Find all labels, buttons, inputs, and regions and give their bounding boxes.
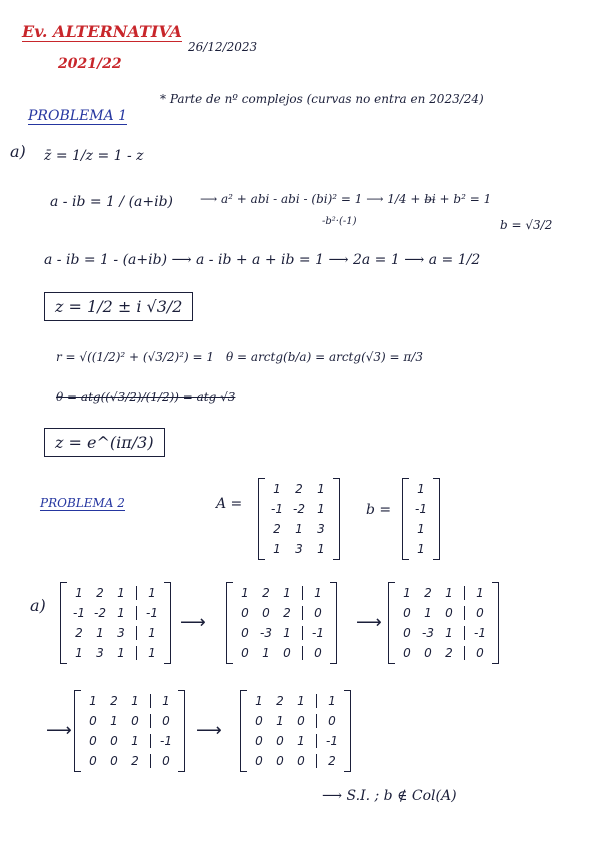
vector-cell: -1 — [415, 502, 427, 516]
augmented-cell: 1 — [476, 586, 484, 600]
matrix-cell: 3 — [117, 626, 125, 640]
equation-argument-crossed: θ = atg((√3/2)/(1/2)) = atg √3 — [56, 390, 236, 404]
augmented-cell: 1 — [148, 626, 156, 640]
augmented-separator — [302, 646, 303, 660]
equation-modulus: r = √((1/2)² + (√3/2)²) = 1 — [56, 350, 215, 364]
matrix-cell: -1 — [73, 606, 85, 620]
matrix-cell: 0 — [89, 754, 97, 768]
problem-2-heading: PROBLEMA 2 — [40, 496, 125, 510]
augmented-separator — [316, 734, 317, 748]
matrix-cell: 1 — [273, 482, 281, 496]
augmented-separator — [464, 646, 465, 660]
augmented-cell: 1 — [148, 646, 156, 660]
matrix-cell: 1 — [445, 626, 453, 640]
vector-b — [402, 478, 440, 560]
augmented-cell: -1 — [312, 626, 324, 640]
matrix-cell: 0 — [403, 626, 411, 640]
augmented-cell: 1 — [314, 586, 322, 600]
augmented-matrix-step-4 — [74, 690, 185, 772]
step-arrow: ⟶ — [46, 720, 72, 741]
augmented-cell: 1 — [162, 694, 170, 708]
augmented-cell: 0 — [162, 754, 170, 768]
matrix-cell: 0 — [262, 606, 270, 620]
equation-b-value: b = √3/2 — [500, 218, 553, 232]
augmented-cell: 0 — [314, 646, 322, 660]
matrix-cell: 1 — [317, 482, 325, 496]
step-arrow: ⟶ — [196, 720, 222, 741]
matrix-cell: 0 — [89, 734, 97, 748]
augmented-separator — [136, 586, 137, 600]
matrix-cell: 0 — [255, 714, 263, 728]
matrix-cell: 1 — [262, 646, 270, 660]
matrix-cell: 0 — [131, 714, 139, 728]
equation-solve-a: a - ib = 1 - (a+ib) ⟶ a - ib + a + ib = 1 ⟶ 2a = 1 ⟶ a = 1/2 — [44, 252, 481, 268]
matrix-cell: 3 — [317, 522, 325, 536]
augmented-separator — [316, 714, 317, 728]
matrix-cell: -2 — [94, 606, 106, 620]
augmented-separator — [464, 586, 465, 600]
augmented-cell: -1 — [146, 606, 158, 620]
matrix-cell: 1 — [295, 522, 303, 536]
augmented-cell: -1 — [474, 626, 486, 640]
academic-year: 2021/22 — [58, 56, 122, 72]
matrix-cell: 0 — [403, 606, 411, 620]
augmented-cell: 0 — [476, 646, 484, 660]
matrix-cell: 1 — [131, 694, 139, 708]
vector-cell: 1 — [417, 542, 425, 556]
augmented-cell: 1 — [148, 586, 156, 600]
matrix-cell: 0 — [241, 606, 249, 620]
matrix-cell: 1 — [317, 542, 325, 556]
matrix-cell: 2 — [276, 694, 284, 708]
matrix-cell: 0 — [424, 646, 432, 660]
matrix-cell: 1 — [297, 694, 305, 708]
equation-argument: θ = arctg(b/a) = arctg(√3) = π/3 — [226, 350, 423, 364]
matrix-cell: 2 — [96, 586, 104, 600]
augmented-separator — [302, 626, 303, 640]
matrix-cell: 2 — [283, 606, 291, 620]
matrix-cell: 1 — [276, 714, 284, 728]
augmented-separator — [150, 754, 151, 768]
matrix-cell: 1 — [241, 586, 249, 600]
matrix-cell: 1 — [317, 502, 325, 516]
matrix-cell: 0 — [283, 646, 291, 660]
matrix-cell: 2 — [445, 646, 453, 660]
matrix-cell: 2 — [424, 586, 432, 600]
problem-2-part-a-label: a) — [30, 596, 46, 615]
matrix-cell: 0 — [110, 734, 118, 748]
augmented-separator — [136, 626, 137, 640]
matrix-cell: 2 — [262, 586, 270, 600]
augmented-separator — [302, 586, 303, 600]
matrix-cell: 0 — [297, 754, 305, 768]
matrix-cell: 1 — [424, 606, 432, 620]
matrix-cell: 0 — [241, 646, 249, 660]
problem-1-note: * Parte de nº complejos (curvas no entra en 2023/24) — [160, 92, 484, 106]
matrix-cell: 2 — [110, 694, 118, 708]
augmented-cell: 1 — [328, 694, 336, 708]
matrix-cell: 1 — [283, 626, 291, 640]
augmented-separator — [316, 754, 317, 768]
equation-inverse: a - ib = 1 / (a+ib) — [50, 194, 174, 210]
augmented-matrix-step-3 — [388, 582, 499, 664]
matrix-cell: 1 — [117, 646, 125, 660]
result-z-exponential: z = e^(iπ/3) — [44, 428, 165, 457]
matrix-A — [258, 478, 340, 560]
vector-cell: 1 — [417, 522, 425, 536]
equation-expansion: ⟶ a² + abi - abi - (bi)² = 1 ⟶ 1/4 + b̶i̶ + b² = 1 — [200, 192, 492, 206]
matrix-cell: -1 — [271, 502, 283, 516]
augmented-cell: -1 — [326, 734, 338, 748]
augmented-cell: 0 — [314, 606, 322, 620]
augmented-separator — [464, 606, 465, 620]
matrix-A-label: A = — [216, 496, 243, 512]
augmented-cell: -1 — [160, 734, 172, 748]
matrix-cell: 0 — [297, 714, 305, 728]
matrix-cell: 1 — [445, 586, 453, 600]
augmented-cell: 2 — [328, 754, 336, 768]
augmented-separator — [150, 714, 151, 728]
problem-1-part-a-label: a) — [10, 142, 26, 161]
equation-conjugate: z̄ = 1/z = 1 - z — [44, 148, 144, 164]
matrix-cell: 0 — [241, 626, 249, 640]
vector-cell: 1 — [417, 482, 425, 496]
matrix-cell: -2 — [293, 502, 305, 516]
matrix-cell: 1 — [110, 714, 118, 728]
matrix-cell: 1 — [297, 734, 305, 748]
augmented-matrix-step-5 — [240, 690, 351, 772]
vector-b-label: b = — [366, 502, 392, 518]
augmented-separator — [136, 606, 137, 620]
augmented-matrix-step-1 — [60, 582, 171, 664]
augmented-separator — [464, 626, 465, 640]
matrix-cell: 1 — [75, 586, 83, 600]
document-date: 26/12/2023 — [188, 40, 258, 54]
matrix-cell: 1 — [75, 646, 83, 660]
matrix-cell: 1 — [117, 586, 125, 600]
augmented-separator — [150, 694, 151, 708]
matrix-cell: -3 — [422, 626, 434, 640]
matrix-cell: 1 — [283, 586, 291, 600]
matrix-cell: 1 — [89, 694, 97, 708]
conclusion-text: ⟶ S.I. ; b ∉ Col(A) — [322, 788, 457, 804]
augmented-cell: 0 — [476, 606, 484, 620]
matrix-cell: 0 — [276, 754, 284, 768]
augmented-separator — [136, 646, 137, 660]
matrix-cell: 0 — [255, 734, 263, 748]
document-title: Ev. ALTERNATIVA — [22, 22, 182, 41]
matrix-cell: 1 — [255, 694, 263, 708]
matrix-cell: 0 — [110, 754, 118, 768]
matrix-cell: 0 — [89, 714, 97, 728]
step-arrow: ⟶ — [180, 612, 206, 633]
augmented-cell: 0 — [328, 714, 336, 728]
problem-1-heading: PROBLEMA 1 — [28, 108, 128, 124]
matrix-cell: 0 — [276, 734, 284, 748]
augmented-matrix-step-2 — [226, 582, 337, 664]
equation-expansion-note: -b²·(-1) — [322, 216, 357, 227]
result-z-binomial: z = 1/2 ± i √3/2 — [44, 292, 193, 321]
matrix-cell: 3 — [295, 542, 303, 556]
matrix-cell: 0 — [403, 646, 411, 660]
matrix-cell: 2 — [75, 626, 83, 640]
matrix-cell: -3 — [260, 626, 272, 640]
matrix-cell: 0 — [255, 754, 263, 768]
augmented-separator — [316, 694, 317, 708]
augmented-separator — [150, 734, 151, 748]
augmented-separator — [302, 606, 303, 620]
matrix-cell: 2 — [273, 522, 281, 536]
matrix-cell: 1 — [273, 542, 281, 556]
matrix-cell: 1 — [96, 626, 104, 640]
step-arrow: ⟶ — [356, 612, 382, 633]
matrix-cell: 1 — [403, 586, 411, 600]
matrix-cell: 1 — [117, 606, 125, 620]
augmented-cell: 0 — [162, 714, 170, 728]
matrix-cell: 2 — [131, 754, 139, 768]
matrix-cell: 0 — [445, 606, 453, 620]
matrix-cell: 1 — [131, 734, 139, 748]
matrix-cell: 2 — [295, 482, 303, 496]
matrix-cell: 3 — [96, 646, 104, 660]
